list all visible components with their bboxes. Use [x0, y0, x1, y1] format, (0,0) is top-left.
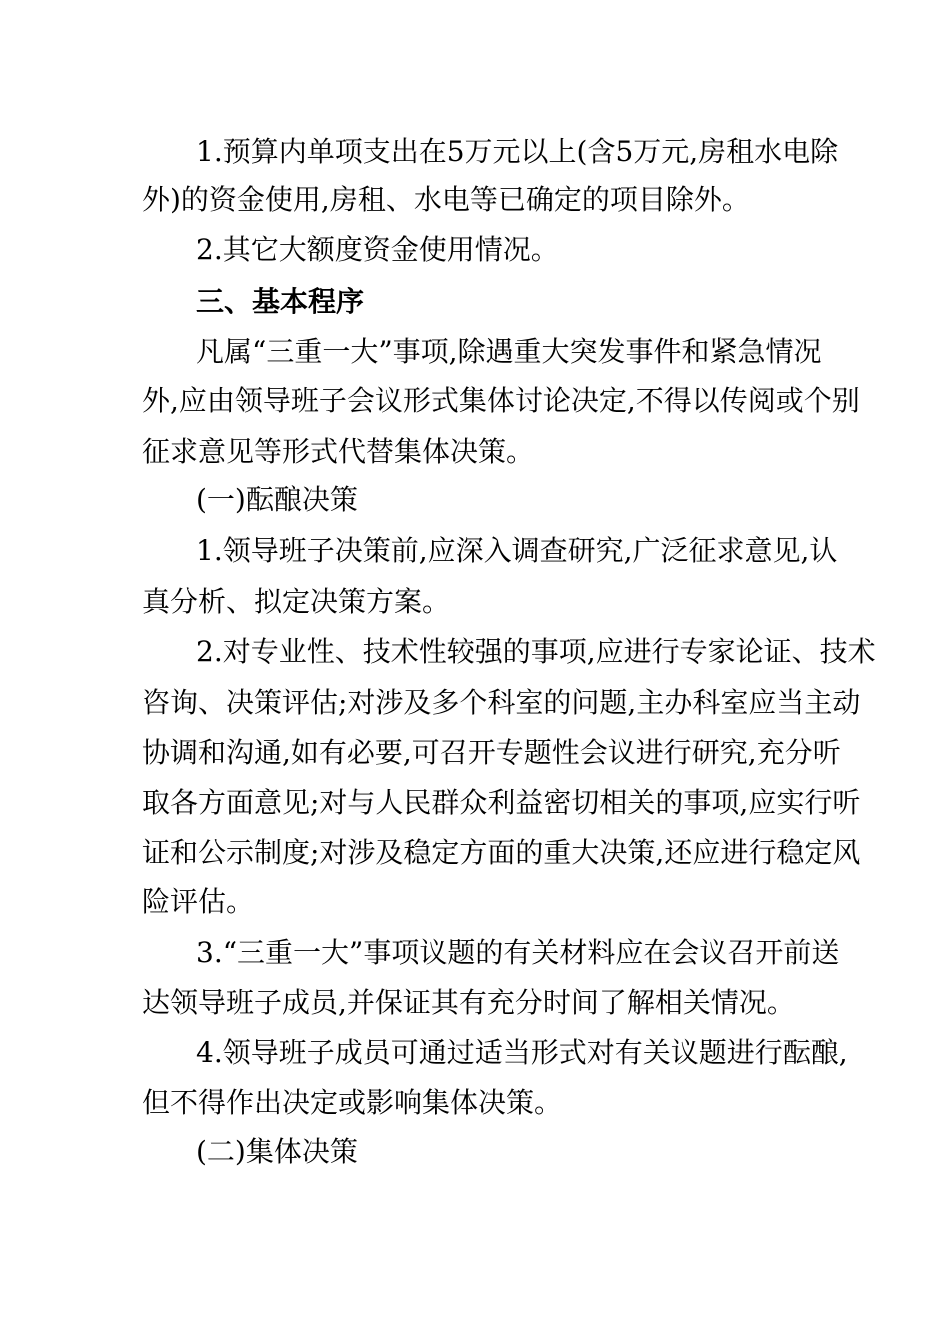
text-line: 达领导班子成员,并保证其有充分时间了解相关情况。: [142, 986, 795, 1019]
text-line: 险评估。: [142, 885, 255, 918]
text-line: 但不得作出决定或影响集体决策。: [142, 1086, 563, 1119]
text-line: 2.对专业性、技术性较强的事项,应进行专家论证、技术: [196, 635, 876, 668]
text-line: 取各方面意见;对与人民群众利益密切相关的事项,应实行听: [142, 786, 861, 819]
text-line: 征求意见等形式代替集体决策。: [142, 435, 535, 468]
section-heading: 三、基本程序: [196, 285, 365, 318]
subsection-heading: (一)酝酿决策: [196, 483, 358, 516]
text-line: 3.“三重一大”事项议题的有关材料应在会议召开前送: [196, 936, 840, 969]
text-line: 真分析、拟定决策方案。: [142, 585, 451, 618]
text-line: 外,应由领导班子会议形式集体讨论决定,不得以传阅或个别: [142, 384, 860, 417]
text-line: 1.预算内单项支出在5万元以上(含5万元,房租水电除: [196, 135, 839, 168]
subsection-heading: (二)集体决策: [196, 1135, 358, 1168]
text-line: 外)的资金使用,房租、水电等已确定的项目除外。: [142, 183, 750, 216]
text-line: 凡属“三重一大”事项,除遇重大突发事件和紧急情况: [196, 335, 822, 368]
text-line: 证和公示制度;对涉及稳定方面的重大决策,还应进行稳定风: [142, 836, 861, 869]
text-line: 4.领导班子成员可通过适当形式对有关议题进行酝酿,: [196, 1036, 848, 1069]
text-line: 1.领导班子决策前,应深入调查研究,广泛征求意见,认: [196, 534, 838, 567]
text-line: 协调和沟通,如有必要,可召开专题性会议进行研究,充分听: [142, 736, 841, 769]
text-line: 2.其它大额度资金使用情况。: [196, 233, 559, 266]
text-line: 咨询、决策评估;对涉及多个科室的问题,主办科室应当主动: [142, 686, 861, 719]
